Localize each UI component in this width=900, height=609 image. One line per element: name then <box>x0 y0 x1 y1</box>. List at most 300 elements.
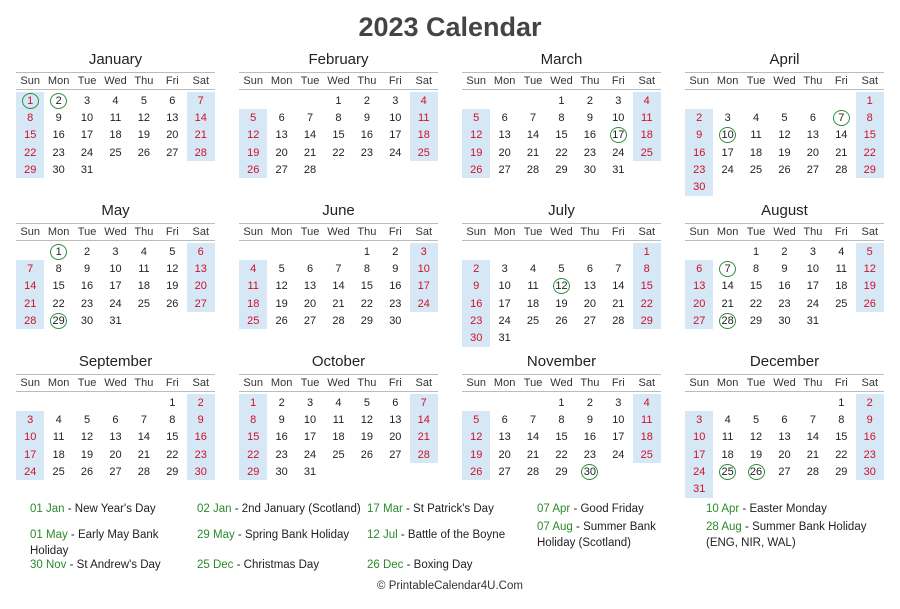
holiday-item <box>367 557 537 573</box>
day-cell: 31 <box>109 314 122 327</box>
day-cell: 25 <box>633 144 661 161</box>
weekday-header: Tue <box>746 75 766 87</box>
day-cell: 2 <box>392 245 399 258</box>
weekday-header: Mon <box>270 226 293 238</box>
weekday-header: Wed <box>773 75 796 87</box>
weekday-header-row <box>685 223 884 241</box>
empty-cell <box>519 394 547 411</box>
empty-cell <box>799 178 827 195</box>
weekday-header: Tue <box>300 75 320 87</box>
day-cell: 15 <box>633 278 661 295</box>
empty-cell <box>462 394 490 411</box>
day-cell: 3 <box>724 111 731 124</box>
day-grid <box>685 92 884 196</box>
day-cell: 24 <box>721 163 734 176</box>
day-cell: 19 <box>462 446 490 463</box>
day-cell: 30 <box>685 178 713 195</box>
empty-cell <box>547 243 575 260</box>
weekday-header-row <box>239 374 438 392</box>
holiday-name: St Andrew's Day <box>76 559 161 571</box>
day-cell: 23 <box>856 446 884 463</box>
day-cell: 3 <box>410 243 438 260</box>
month-august <box>685 201 884 329</box>
weekday-header: Fri <box>165 377 179 389</box>
empty-cell <box>158 161 186 178</box>
empty-cell <box>633 463 661 480</box>
day-cell: 6 <box>809 111 816 124</box>
holiday-date: 07 Aug <box>537 521 573 533</box>
day-cell: 19 <box>166 280 179 293</box>
day-cell: 16 <box>389 280 402 293</box>
day-grid <box>462 243 661 347</box>
day-cell: 8 <box>856 109 884 126</box>
day-cell: 20 <box>187 278 215 295</box>
month-name: July <box>548 202 575 219</box>
holiday-circle: 28 <box>719 313 736 329</box>
day-cell: 7 <box>529 111 537 124</box>
day-cell: 21 <box>721 297 734 310</box>
day-cell: 18 <box>332 431 345 444</box>
day-cell: 22 <box>332 146 345 159</box>
weekday-header: Tue <box>77 377 97 389</box>
day-cell: 16 <box>856 429 884 446</box>
day-cell: 21 <box>137 448 151 461</box>
weekday-header: Sat <box>415 377 432 389</box>
day-cell: 7 <box>410 394 438 411</box>
day-cell: 29 <box>749 314 763 327</box>
day-cell: 24 <box>109 297 122 310</box>
day-cell: 7 <box>187 92 215 109</box>
month-october <box>239 352 438 480</box>
weekday-header: Wed <box>327 75 350 87</box>
day-cell: 17 <box>721 146 734 159</box>
day-cell: 30 <box>80 314 94 327</box>
day-cell: 31 <box>612 163 625 176</box>
day-cell: 30 <box>778 314 791 327</box>
day-cell: 23 <box>389 297 402 310</box>
day-cell: 12 <box>80 431 94 444</box>
day-cell: 1 <box>169 396 176 409</box>
day-cell: 13 <box>187 260 215 277</box>
holiday-circle: 26 <box>748 464 765 480</box>
month-name: January <box>88 51 143 68</box>
empty-cell <box>410 161 438 178</box>
day-cell: 29 <box>633 312 661 329</box>
day-cell: 23 <box>275 448 288 461</box>
weekday-header: Fri <box>388 377 402 389</box>
day-cell: 20 <box>109 448 122 461</box>
day-cell: 28 <box>806 465 820 478</box>
holiday-separator: - <box>66 559 77 571</box>
day-cell: 13 <box>389 413 402 426</box>
day-cell: 29 <box>555 163 568 176</box>
day-cell: 14 <box>526 431 540 444</box>
day-cell: 8 <box>558 111 565 124</box>
empty-cell <box>770 394 798 411</box>
day-cell: 24 <box>685 463 713 480</box>
day-cell: 9 <box>278 413 285 426</box>
day-cell <box>713 260 741 277</box>
day-cell: 6 <box>685 260 713 277</box>
day-cell: 10 <box>303 413 317 426</box>
day-cell: 19 <box>80 448 94 461</box>
day-cell: 8 <box>752 262 760 275</box>
day-cell: 20 <box>389 431 402 444</box>
day-cell: 9 <box>781 262 788 275</box>
weekday-header: Mon <box>716 75 739 87</box>
holiday-name: Boxing Day <box>413 559 473 571</box>
day-cell: 8 <box>363 262 370 275</box>
day-cell: 7 <box>306 111 314 124</box>
holiday-name: St Patrick's Day <box>413 503 494 515</box>
day-cell: 12 <box>462 429 490 446</box>
day-cell: 15 <box>332 129 345 142</box>
holiday-circle: 30 <box>581 464 598 480</box>
empty-cell <box>604 463 632 480</box>
empty-cell <box>353 463 381 480</box>
day-cell: 27 <box>303 314 317 327</box>
holiday-date: 30 Nov <box>30 559 67 571</box>
day-cell: 3 <box>809 245 816 258</box>
day-cell: 8 <box>633 260 661 277</box>
weekday-header: Fri <box>834 75 848 87</box>
day-cell: 10 <box>389 111 402 124</box>
day-cell: 31 <box>498 332 511 345</box>
day-cell: 16 <box>778 280 791 293</box>
weekday-header: Wed <box>327 377 350 389</box>
month-january <box>16 50 215 178</box>
day-cell: 27 <box>583 314 597 327</box>
holiday-date: 07 Apr <box>537 503 571 515</box>
day-cell: 21 <box>16 295 44 312</box>
day-cell: 1 <box>856 92 884 109</box>
day-cell: 12 <box>137 111 151 124</box>
day-cell: 18 <box>721 448 734 461</box>
weekday-header-row <box>685 374 884 392</box>
day-cell: 28 <box>16 312 44 329</box>
day-cell: 6 <box>187 243 215 260</box>
empty-cell <box>381 463 409 480</box>
empty-cell <box>324 243 352 260</box>
day-cell: 21 <box>187 127 215 144</box>
holiday-name: 2nd January (Scotland) <box>241 503 361 515</box>
holiday-date: 02 Jan <box>197 503 232 515</box>
holiday-item <box>30 527 200 559</box>
day-cell: 31 <box>80 163 94 176</box>
day-cell <box>44 92 72 109</box>
day-cell: 14 <box>612 280 625 293</box>
day-grid <box>239 243 438 329</box>
day-cell: 15 <box>52 280 65 293</box>
day-cell: 26 <box>80 465 94 478</box>
empty-cell <box>490 394 518 411</box>
day-cell: 4 <box>335 396 342 409</box>
holiday-item <box>706 501 876 517</box>
day-cell: 30 <box>583 163 597 176</box>
day-cell: 12 <box>856 260 884 277</box>
day-cell: 7 <box>529 413 537 426</box>
empty-cell <box>239 92 267 109</box>
day-cell: 7 <box>335 262 342 275</box>
day-cell: 21 <box>612 297 625 310</box>
empty-cell <box>604 243 632 260</box>
day-cell: 28 <box>835 163 848 176</box>
weekday-header: Wed <box>104 377 127 389</box>
day-cell: 5 <box>239 109 267 126</box>
month-name: September <box>78 353 153 370</box>
day-cell: 4 <box>752 111 760 124</box>
day-cell: 24 <box>80 146 94 159</box>
day-cell: 4 <box>529 262 537 275</box>
day-cell: 6 <box>501 413 508 426</box>
holiday-name: Summer Bank Holiday (ENG, NIR, WAL) <box>706 521 867 549</box>
empty-cell <box>101 161 129 178</box>
weekday-header: Sun <box>243 226 263 238</box>
day-cell <box>547 278 575 295</box>
day-cell: 14 <box>835 129 848 142</box>
day-cell: 15 <box>749 280 763 293</box>
empty-cell <box>410 312 438 329</box>
day-cell: 3 <box>306 396 314 409</box>
day-cell: 6 <box>169 94 176 107</box>
empty-cell <box>827 92 855 109</box>
day-cell: 14 <box>16 278 44 295</box>
weekday-header: Sun <box>689 75 709 87</box>
day-cell: 27 <box>389 448 402 461</box>
weekday-header: Tue <box>523 377 543 389</box>
weekday-header: Fri <box>388 75 402 87</box>
month-name: May <box>101 202 130 219</box>
weekday-header: Tue <box>300 226 320 238</box>
day-cell: 26 <box>166 297 179 310</box>
weekday-header: Tue <box>77 75 97 87</box>
weekday-header: Tue <box>300 377 320 389</box>
holiday-separator: - <box>233 559 244 571</box>
day-cell: 9 <box>83 262 91 275</box>
day-cell: 24 <box>389 146 402 159</box>
day-cell: 5 <box>83 413 91 426</box>
weekday-header: Sun <box>243 75 263 87</box>
weekday-header: Wed <box>773 226 796 238</box>
day-cell: 10 <box>498 280 511 293</box>
day-cell: 31 <box>806 314 820 327</box>
day-cell: 31 <box>685 480 713 497</box>
day-cell: 19 <box>555 297 568 310</box>
day-cell: 28 <box>137 465 151 478</box>
holiday-date: 25 Dec <box>197 559 234 571</box>
holiday-item <box>197 527 367 543</box>
month-name: April <box>769 51 800 68</box>
day-cell <box>742 463 770 480</box>
day-cell: 30 <box>389 314 402 327</box>
day-cell: 22 <box>52 297 65 310</box>
day-cell: 15 <box>239 429 267 446</box>
weekday-header: Sun <box>466 226 486 238</box>
day-grid <box>16 92 215 178</box>
day-cell: 22 <box>633 295 661 312</box>
day-cell: 8 <box>55 262 62 275</box>
weekday-header: Thu <box>134 226 154 238</box>
day-cell: 19 <box>137 129 151 142</box>
day-cell: 3 <box>16 411 44 428</box>
day-cell: 14 <box>137 431 151 444</box>
empty-cell <box>462 92 490 109</box>
day-grid <box>239 92 438 178</box>
weekday-header-row <box>239 223 438 241</box>
empty-cell <box>490 243 518 260</box>
empty-cell <box>685 394 713 411</box>
day-cell: 21 <box>835 146 848 159</box>
month-july <box>462 201 661 347</box>
day-cell: 22 <box>555 146 568 159</box>
empty-cell <box>296 92 324 109</box>
day-cell: 16 <box>275 431 288 444</box>
holiday-separator: - <box>67 529 78 541</box>
day-cell: 15 <box>555 431 568 444</box>
day-cell: 1 <box>633 243 661 260</box>
day-cell: 15 <box>835 431 848 444</box>
page-title: 2023 Calendar <box>358 12 542 42</box>
holiday-circle: 25 <box>719 464 736 480</box>
day-cell: 21 <box>526 146 540 159</box>
day-cell: 25 <box>239 312 267 329</box>
holiday-separator: - <box>64 503 75 515</box>
day-cell: 5 <box>558 262 565 275</box>
weekday-header: Sat <box>861 226 878 238</box>
weekday-header: Sun <box>20 377 40 389</box>
weekday-header: Mon <box>493 75 516 87</box>
day-cell <box>576 463 604 480</box>
day-cell: 24 <box>806 297 820 310</box>
empty-cell <box>239 243 267 260</box>
day-cell: 6 <box>781 413 788 426</box>
day-cell: 14 <box>721 280 734 293</box>
day-cell: 17 <box>410 278 438 295</box>
weekday-header: Wed <box>550 75 573 87</box>
day-cell: 9 <box>392 262 399 275</box>
day-cell: 12 <box>166 262 179 275</box>
weekday-header: Sat <box>192 377 209 389</box>
empty-cell <box>381 161 409 178</box>
weekday-header: Tue <box>746 226 766 238</box>
month-december <box>685 352 884 498</box>
day-cell: 4 <box>410 92 438 109</box>
weekday-header: Sat <box>415 75 432 87</box>
weekday-header: Wed <box>104 226 127 238</box>
day-cell: 8 <box>335 111 342 124</box>
weekday-header: Wed <box>327 226 350 238</box>
weekday-header: Wed <box>773 377 796 389</box>
day-cell: 25 <box>749 163 763 176</box>
month-name: March <box>540 51 583 68</box>
day-cell: 28 <box>526 465 540 478</box>
day-cell: 25 <box>109 146 122 159</box>
day-cell: 4 <box>724 413 731 426</box>
weekday-header: Mon <box>47 75 70 87</box>
month-name: August <box>761 202 808 219</box>
day-cell: 4 <box>239 260 267 277</box>
holiday-item <box>367 527 537 543</box>
weekday-header-row <box>462 72 661 90</box>
day-cell: 4 <box>140 245 147 258</box>
empty-cell <box>799 480 827 497</box>
weekday-header: Mon <box>716 377 739 389</box>
day-cell: 27 <box>778 465 791 478</box>
day-cell: 6 <box>306 262 314 275</box>
weekday-header: Tue <box>77 226 97 238</box>
empty-cell <box>633 161 661 178</box>
empty-cell <box>130 394 158 411</box>
day-cell: 11 <box>527 280 539 293</box>
empty-cell <box>576 329 604 346</box>
day-cell: 13 <box>583 280 597 293</box>
day-cell: 2 <box>278 396 285 409</box>
day-cell: 29 <box>16 161 44 178</box>
day-cell: 10 <box>16 429 44 446</box>
day-cell: 14 <box>410 411 438 428</box>
day-cell <box>827 109 855 126</box>
day-cell: 15 <box>360 280 374 293</box>
day-cell <box>44 243 72 260</box>
day-cell: 11 <box>633 411 661 428</box>
empty-cell <box>827 480 855 497</box>
day-cell: 2 <box>781 245 788 258</box>
empty-cell <box>856 480 884 497</box>
day-cell: 17 <box>109 280 122 293</box>
day-cell: 4 <box>838 245 845 258</box>
day-cell: 27 <box>498 465 511 478</box>
holiday-name: Battle of the Boyne <box>407 529 506 541</box>
day-cell: 10 <box>612 413 625 426</box>
month-june <box>239 201 438 329</box>
day-cell: 10 <box>685 429 713 446</box>
day-cell: 14 <box>806 431 820 444</box>
empty-cell <box>44 394 72 411</box>
day-grid <box>685 243 884 329</box>
day-cell: 3 <box>685 411 713 428</box>
empty-cell <box>713 480 741 497</box>
day-grid <box>16 394 215 480</box>
weekday-header: Sat <box>861 377 878 389</box>
month-name: June <box>322 202 355 219</box>
weekday-header: Sat <box>861 75 878 87</box>
day-cell: 8 <box>838 413 845 426</box>
empty-cell <box>713 92 741 109</box>
holiday-circle: 29 <box>50 313 67 329</box>
day-cell: 10 <box>80 111 94 124</box>
weekday-header: Thu <box>357 75 377 87</box>
empty-cell <box>604 329 632 346</box>
weekday-header: Thu <box>580 226 600 238</box>
day-cell: 17 <box>16 446 44 463</box>
holiday-item <box>537 501 697 517</box>
day-cell: 26 <box>462 161 490 178</box>
day-cell: 9 <box>586 111 593 124</box>
day-cell: 24 <box>612 146 625 159</box>
empty-cell <box>770 178 798 195</box>
weekday-header-row <box>462 374 661 392</box>
day-cell: 17 <box>806 280 820 293</box>
weekday-header: Sun <box>20 75 40 87</box>
weekday-header: Wed <box>104 75 127 87</box>
weekday-header: Tue <box>523 75 543 87</box>
day-cell: 7 <box>615 262 622 275</box>
empty-cell <box>187 161 215 178</box>
day-grid <box>16 243 215 329</box>
holiday-separator: - <box>397 529 408 541</box>
day-cell: 6 <box>586 262 593 275</box>
holiday-date: 28 Aug <box>706 521 742 533</box>
